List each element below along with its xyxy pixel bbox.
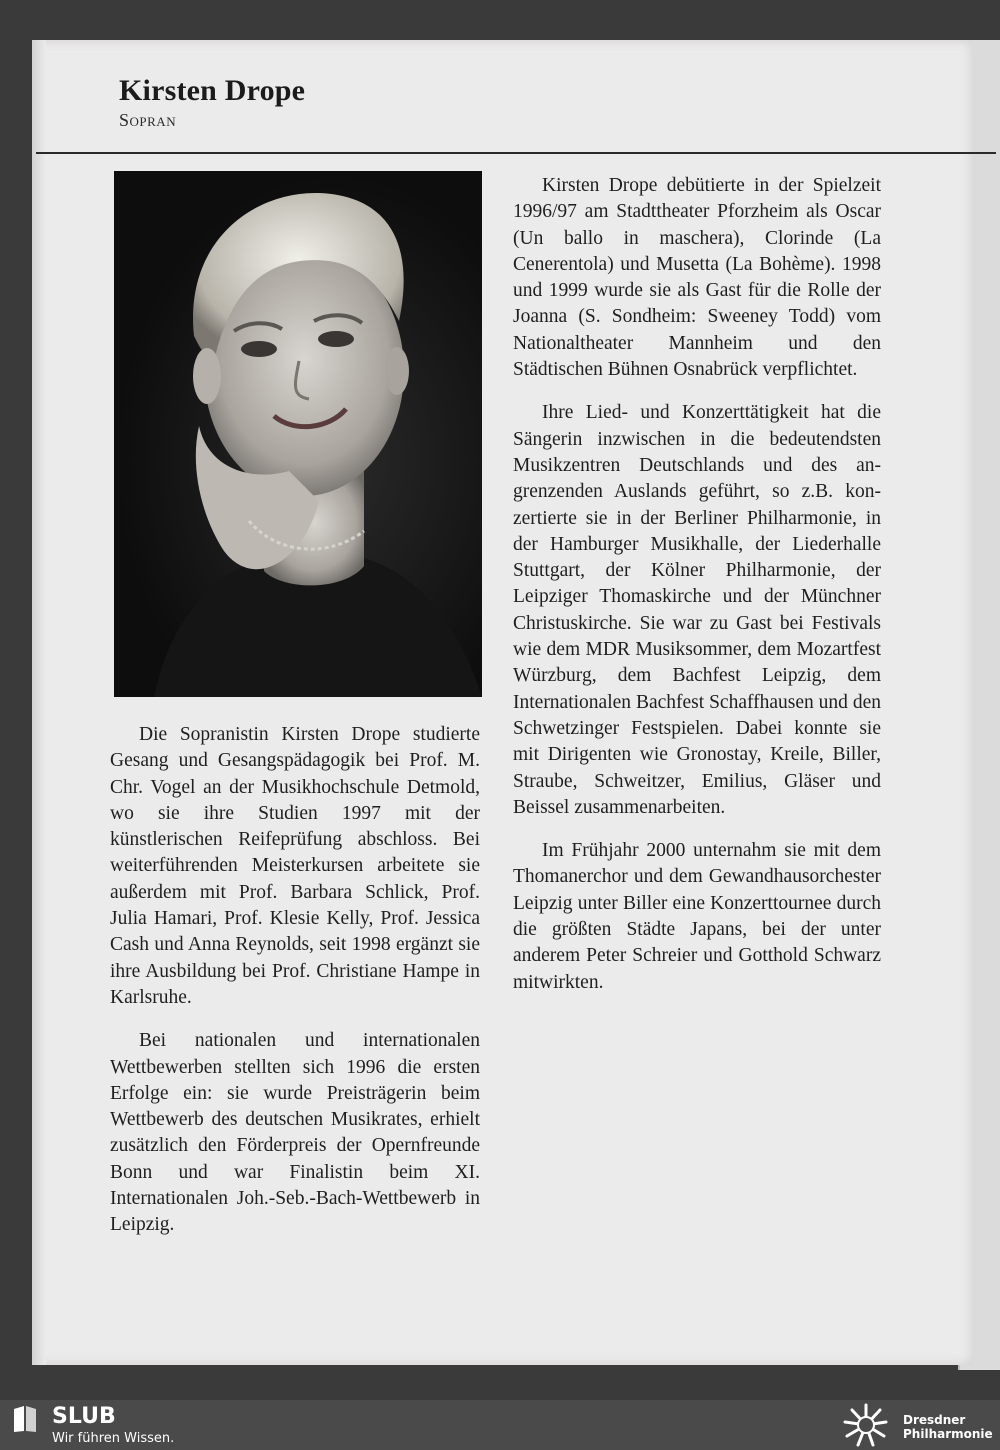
paragraph-concerts: Ihre Lied- und Konzerttätigkeit hat die Sängerin inzwischen in die bedeutendsten Musikzentren Deutschlands und des angrenzenden Auslands geführt, so z.B. konzertierte sie in der Berliner Philharmonie, in der Hamburger Musikhalle, der Liederhalle Stuttgart, der Kölner Philharmonie, der Leipziger Thomaskirche und der Münchner Christuskirche. Sie war zu Gast bei Festivals wie dem MDR Musiksommer, dem Mozartfest Würzburg, dem Bachfest Leipzig, dem Internationalen Bachfest Schaffhausen und den Schwetzinger Festspielen. Dabei konnte sie mit Dirigenten wie Gronostay, Kreile, Biller, Straube, Schweitzer, Emilius, Gläser und Beissel zusammenarbeiten. [513, 402, 881, 818]
portrait-photo [114, 171, 482, 697]
paragraph-tour: Im Frühjahr 2000 unternahm sie mit dem Thomanerchor und dem Gewandhausorchester Leipzig unter Biller eine Konzerttournee durch die größten Städte Japans, bei der unter anderem Peter Schreier und Gotthold Schwarz mitwirkten. [513, 840, 881, 993]
philharmonie-sunburst-logo-icon [842, 1402, 890, 1448]
portrait-illustration [114, 171, 482, 697]
slub-book-icon [12, 1405, 38, 1433]
page-gutter-shadow [32, 40, 46, 1365]
voice-type-subtitle: Sopran [119, 110, 177, 130]
paragraph-competitions: Bei nationalen und internationalen Wettbewerben stellten sich 1996 die ersten Erfolge ein: sie wurde Preisträgerin beim Wettbewerb des deutschen Musikrates, erhielt zusätzlich den Förderpreis der Opernfreunde Bonn und war Finalistin beim XI. Internationalen Joh.-Seb.-Bach-Wettbewerb in Leipzig. [110, 1030, 480, 1236]
paragraph-debut: Kirsten Drope debütierte in der Spielzeit 1996/97 am Stadttheater Pforzheim als Oscar (Un ballo in maschera), Clorinde (La Cenerentola) und Musetta (La Bohème). 1998 und 1999 wurde sie als Gast für die Rolle der Joanna (S. Sondheim: Sweeney Todd) vom Nationaltheater Mannheim und den Städtischen Bühnen Osnabrück verpflichtet. [513, 175, 881, 381]
biography-left-column [110, 722, 480, 1256]
partner-name [903, 1413, 998, 1441]
partner-name-line2: Philharmonie [903, 1427, 993, 1441]
partner-name-line1: Dresdner [903, 1413, 966, 1427]
biography-right-column [513, 173, 881, 1013]
paragraph-education: Die Sopranistin Kirsten Drope studierte Gesang und Gesangspädagogik bei Prof. M. Chr. Vogel an der Musikhochschule Detmold, wo sie ihre Studien 1997 mit der künstlerischen Reifeprüfung abschloss. Bei weiterführenden Meisterkursen arbeitete sie außerdem mit Prof. Barbara Schlick, Prof. Julia Hamari, Prof. Klesie Kelly, Prof. Jessica Cash und Anna Reynolds, seit 1998 ergänzt sie ihre Ausbildung bei Prof. Christiane Hampe in Karlsruhe. [110, 724, 480, 1008]
library-tagline: Wir führen Wissen. [52, 1431, 175, 1446]
library-name: SLUB [52, 1404, 116, 1429]
page-title: Kirsten Drope [119, 74, 306, 107]
header-divider [36, 152, 996, 154]
